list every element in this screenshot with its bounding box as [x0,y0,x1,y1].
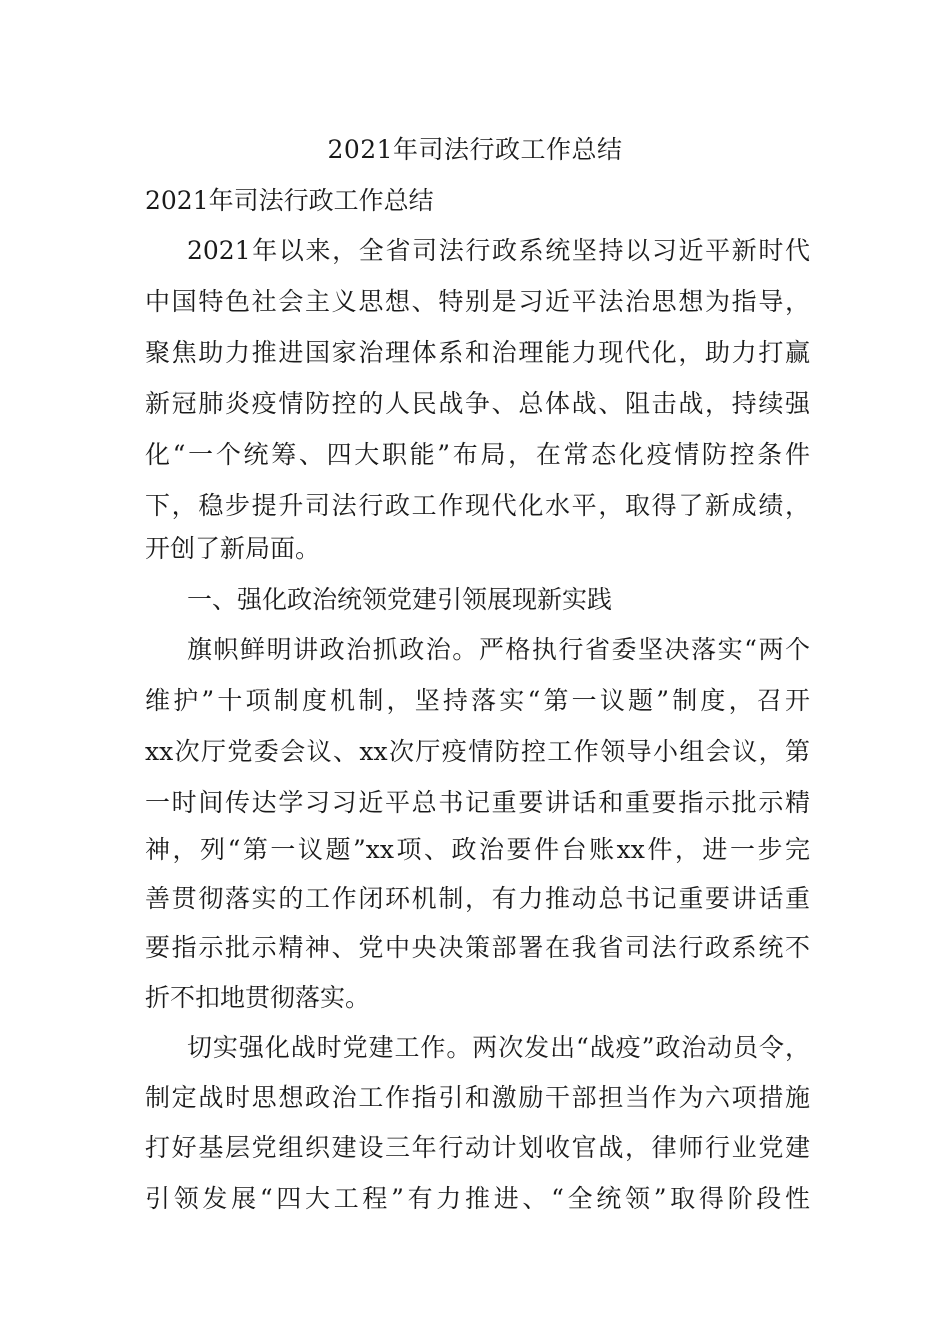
section-heading-1: 一、强化政治统领党建引领展现新实践 [187,585,613,614]
paragraph-1-line-2: 中国特色社会主义思想、特别是习近平法治思想为指导， [145,287,810,316]
paragraph-1-line-3: 聚焦助力推进国家治理体系和治理能力现代化，助力打赢 [145,338,810,367]
document-subtitle: 2021年司法行政工作总结 [145,186,434,215]
paragraph-1-line-1: 2021年以来，全省司法行政系统坚持以习近平新时代 [187,236,810,265]
paragraph-2-line-6: 善贯彻落实的工作闭环机制，有力推动总书记重要讲话重 [145,884,810,913]
paragraph-3-line-3: 打好基层党组织建设三年行动计划收官战，律师行业党建 [145,1133,810,1162]
paragraph-1-line-7: 开创了新局面。 [145,534,321,563]
paragraph-3-line-2: 制定战时思想政治工作指引和激励干部担当作为六项措施 [145,1083,810,1112]
paragraph-3-line-1: 切实强化战时党建工作。两次发出“战疫”政治动员令， [187,1033,810,1062]
paragraph-2-line-5: 神，列“第一议题”xx项、政治要件台账xx件，进一步完 [145,835,810,864]
paragraph-3-line-4: 引领发展“四大工程”有力推进、“全统领”取得阶段性 [145,1184,810,1213]
paragraph-1-line-4: 新冠肺炎疫情防控的人民战争、总体战、阻击战，持续强 [145,389,810,418]
paragraph-2-line-4: 一时间传达学习习近平总书记重要讲话和重要指示批示精 [145,788,810,817]
paragraph-1-line-6: 下，稳步提升司法行政工作现代化水平，取得了新成绩， [145,491,810,520]
paragraph-2-line-3: xx次厅党委会议、xx次厅疫情防控工作领导小组会议，第 [145,737,810,766]
paragraph-2-line-1: 旗帜鲜明讲政治抓政治。严格执行省委坚决落实“两个 [187,635,810,664]
paragraph-2-line-8: 折不扣地贯彻落实。 [145,983,371,1012]
paragraph-1-line-5: 化“一个统筹、四大职能”布局，在常态化疫情防控条件 [145,440,810,469]
paragraph-2-line-2: 维护”十项制度机制，坚持落实“第一议题”制度，召开 [145,686,810,715]
paragraph-2-line-7: 要指示批示精神、党中央决策部署在我省司法行政系统不 [145,933,810,962]
document-title: 2021年司法行政工作总结 [327,135,623,164]
